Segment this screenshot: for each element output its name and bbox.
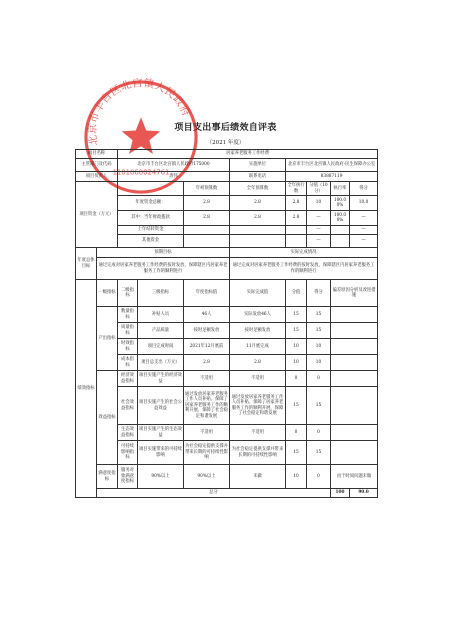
actual-result-label: 实际完成情况 <box>230 248 378 258</box>
indicator-header: 年度指标值 <box>184 280 230 307</box>
document-title: 项目支出事后绩效自评表 <box>174 123 277 133</box>
indicator-actual: 通过发放居家养老服务工作人员补贴，保障了居家养老服务工作的顺利开展，保障了社会稳定和谐发展 <box>230 387 286 425</box>
indicator-level2: 经济效益指标 <box>118 371 138 387</box>
funds-row <box>76 235 378 248</box>
indicator-note: 由于时间问题未做 <box>331 465 378 489</box>
indicator-note <box>331 387 378 425</box>
indicator-level3: 项目实施产生的经济效益 <box>138 371 184 387</box>
funds-cell: — <box>350 226 378 235</box>
phone-label: 联系电话 <box>230 172 286 182</box>
indicator-level3: 项目实施带来的可持续影响 <box>138 441 184 465</box>
implementing-unit-label: 实施单位 <box>230 159 286 172</box>
seal-code: 1101060024761 <box>112 168 170 177</box>
department-value: 北京市丰台区北宫镇人民政府175000 <box>118 159 230 172</box>
indicator-level3: 项目总支出（万元） <box>138 355 184 371</box>
funds-header-score: 得分 <box>350 182 378 196</box>
indicator-note <box>331 323 378 339</box>
indicator-score: 10 <box>307 339 331 355</box>
indicator-row <box>76 323 378 339</box>
indicator-row <box>76 307 378 323</box>
indicator-actual: 2.8 <box>230 355 286 371</box>
funds-row <box>76 211 378 226</box>
total-row <box>76 489 378 498</box>
indicator-weight: 15 <box>286 387 307 425</box>
indicator-score: 15 <box>307 387 331 425</box>
indicator-score: 10 <box>307 355 331 371</box>
funds-header-initial: 年初预算数 <box>184 182 230 196</box>
indicator-note <box>331 425 378 441</box>
indicator-note <box>331 355 378 371</box>
actual-result-text: 通过完成对居家养老服务工作经费的按时发放，保障辖区内居家养老服务工作的顺利进行 <box>230 258 378 280</box>
funds-header-annual: 全年预算数 <box>230 182 286 196</box>
indicator-header: 三级指标 <box>138 280 184 307</box>
indicator-level3: 90%以上 <box>138 465 184 489</box>
indicator-header: 分值 <box>286 280 307 307</box>
total-score: 90.0 <box>350 489 378 498</box>
leader-value: 唐伟 <box>118 172 230 182</box>
funds-cell: — <box>307 211 331 226</box>
indicator-weight: 15 <box>286 441 307 465</box>
funds-label: 项目资金（万元） <box>76 182 118 248</box>
funds-cell <box>286 235 307 248</box>
funds-cell: 2.8 <box>230 211 286 226</box>
indicator-note <box>331 441 378 465</box>
evaluation-table <box>75 149 378 498</box>
indicator-weight: 0 <box>286 371 307 387</box>
indicator-weight: 0 <box>286 425 307 441</box>
indicator-row <box>76 441 378 465</box>
indicator-weight: 10 <box>286 339 307 355</box>
indicator-weight: 15 <box>286 307 307 323</box>
funds-cell: 10 <box>307 196 331 211</box>
department-label: 主管部门及代码 <box>76 159 118 172</box>
funds-cell: — <box>350 235 378 248</box>
document-year: （2021 年度） <box>206 140 245 146</box>
planned-goal-text: 通过完成对居家养老服务工作经费的按时发放，保障辖区内居家养老服务工作的顺利进行 <box>97 258 230 280</box>
indicator-level3: 补贴人员 <box>138 307 184 323</box>
funds-cell: 100.00% <box>331 211 350 226</box>
funds-cell <box>331 226 350 235</box>
funds-row <box>76 226 378 235</box>
project-name-row <box>76 150 378 159</box>
funds-cell: 2.8 <box>184 211 230 226</box>
indicator-target: 按时足额发放 <box>184 323 230 339</box>
indicator-header: 二级指标 <box>118 280 138 307</box>
indicator-level2: 质量指标 <box>118 323 138 339</box>
indicator-header: 一级指标 <box>97 280 118 307</box>
indicator-level2: 生态效益指标 <box>118 425 138 441</box>
indicator-header: 偏差原因分析及改进措施 <box>331 280 378 307</box>
leader-row <box>76 172 378 182</box>
department-row <box>76 159 378 172</box>
indicator-row <box>76 387 378 425</box>
indicator-target: 2021年12月底前 <box>184 339 230 355</box>
indicator-target: 2.8 <box>184 355 230 371</box>
indicator-actual: 实际发放46人 <box>230 307 286 323</box>
indicator-target: 不适用 <box>184 425 230 441</box>
funds-cell: 2.8 <box>184 196 230 211</box>
indicator-level1: 效益指标 <box>97 371 118 465</box>
indicator-level3: 项目完成时间 <box>138 339 184 355</box>
indicator-score: 0 <box>307 371 331 387</box>
indicator-actual: 11月底完成 <box>230 339 286 355</box>
indicator-score: 15 <box>307 323 331 339</box>
funds-row-name: 其中：当年财政拨款 <box>118 211 184 226</box>
funds-cell: — <box>307 235 331 248</box>
indicator-actual: 为社会稳定提供支撑并带来长期的可持续性影响 <box>230 441 286 465</box>
indicator-header: 实际完成值 <box>230 280 286 307</box>
funds-cell: — <box>307 226 331 235</box>
indicator-level3: 产品质量 <box>138 323 184 339</box>
indicator-row <box>76 339 378 355</box>
funds-cell <box>230 235 286 248</box>
funds-cell <box>331 235 350 248</box>
funds-row-name: 年度资金总额： <box>118 196 184 211</box>
indicator-level2: 数量指标 <box>118 307 138 323</box>
total-label: 总分 <box>97 489 331 498</box>
indicator-level3: 项目实施产生的生态效益 <box>138 425 184 441</box>
indicator-score: 15 <box>307 307 331 323</box>
indicator-level2: 社会效益指标 <box>118 387 138 425</box>
funds-row <box>76 196 378 211</box>
funds-row-name: 其他资金 <box>118 235 184 248</box>
seal-ring-text: 北京市丰台区北宫镇人民政府 <box>86 78 193 147</box>
indicator-score: 0 <box>307 425 331 441</box>
indicator-level2: 服务对象满意度指标 <box>118 465 138 489</box>
project-name-value: 居家养老服务工作经费 <box>118 150 378 159</box>
indicator-row <box>76 465 378 489</box>
indicator-header-row <box>76 280 378 307</box>
implementing-unit-value: 北京市丰台区北宫镇人民政府-民生保障办公室 <box>286 159 378 172</box>
phone-value: 83887119 <box>286 172 378 182</box>
leader-label: 项目负责人 <box>76 172 118 182</box>
indicator-row <box>76 371 378 387</box>
total-weight: 100 <box>331 489 350 498</box>
indicator-score: 0 <box>307 465 331 489</box>
funds-header-weight: 分值（10分） <box>307 182 331 196</box>
indicator-row <box>76 425 378 441</box>
indicator-level3: 项目实施产生的社会公益效益 <box>138 387 184 425</box>
funds-header-rate: 执行率 <box>331 182 350 196</box>
overall-goal-label: 年度总体目标 <box>76 248 97 280</box>
indicator-level2: 时效指标 <box>118 339 138 355</box>
indicator-target: 46人 <box>184 307 230 323</box>
indicator-level1: 产出指标 <box>97 307 118 371</box>
indicator-weight: 10 <box>286 355 307 371</box>
indicator-actual: 不适用 <box>230 371 286 387</box>
indicator-target: 为社会稳定提供支撑并带来长期的可持续性影响 <box>184 441 230 465</box>
indicator-note <box>331 371 378 387</box>
indicator-level1: 满意度指标 <box>97 465 118 489</box>
funds-cell: 2.8 <box>230 196 286 211</box>
funds-cell <box>230 226 286 235</box>
funds-cell <box>184 235 230 248</box>
indicator-weight: 10 <box>286 465 307 489</box>
indicator-target: 通过发放居家养老服务工作人员补贴，保障了居家养老服务工作的顺利开展，保障了社会稳定和谐发展 <box>184 387 230 425</box>
funds-header-executed: 全年执行数 <box>287 183 305 194</box>
indicator-target: 不适用 <box>184 371 230 387</box>
planned-goal-label: 预期目标 <box>97 248 230 258</box>
indicator-section-label: 绩效指标 <box>76 280 97 498</box>
indicator-score: 15 <box>307 441 331 465</box>
indicator-header: 得分 <box>307 280 331 307</box>
indicator-level2: 成本指标 <box>118 355 138 371</box>
indicator-actual: 按时足额发放 <box>230 323 286 339</box>
funds-cell: 2.8 <box>286 211 307 226</box>
funds-cell: — <box>350 211 378 226</box>
funds-row-name: 上年结转资金 <box>118 226 184 235</box>
indicator-actual: 不适用 <box>230 425 286 441</box>
project-name-label: 项目名称 <box>76 150 118 159</box>
indicator-level2: 可持续影响指标 <box>118 441 138 465</box>
indicator-note <box>331 307 378 323</box>
funds-cell: 10.0 <box>350 196 378 211</box>
funds-cell <box>184 226 230 235</box>
indicator-note <box>331 339 378 355</box>
indicator-row <box>76 355 378 371</box>
funds-cell <box>286 226 307 235</box>
overall-goal-header-row <box>76 248 378 258</box>
indicator-weight: 15 <box>286 323 307 339</box>
funds-header-row <box>76 182 378 196</box>
indicator-actual: 未做 <box>230 465 286 489</box>
indicator-target: 90%以上 <box>184 465 230 489</box>
funds-cell: 100.00% <box>331 196 350 211</box>
funds-cell: 2.8 <box>286 196 307 211</box>
overall-goal-row <box>76 258 378 280</box>
